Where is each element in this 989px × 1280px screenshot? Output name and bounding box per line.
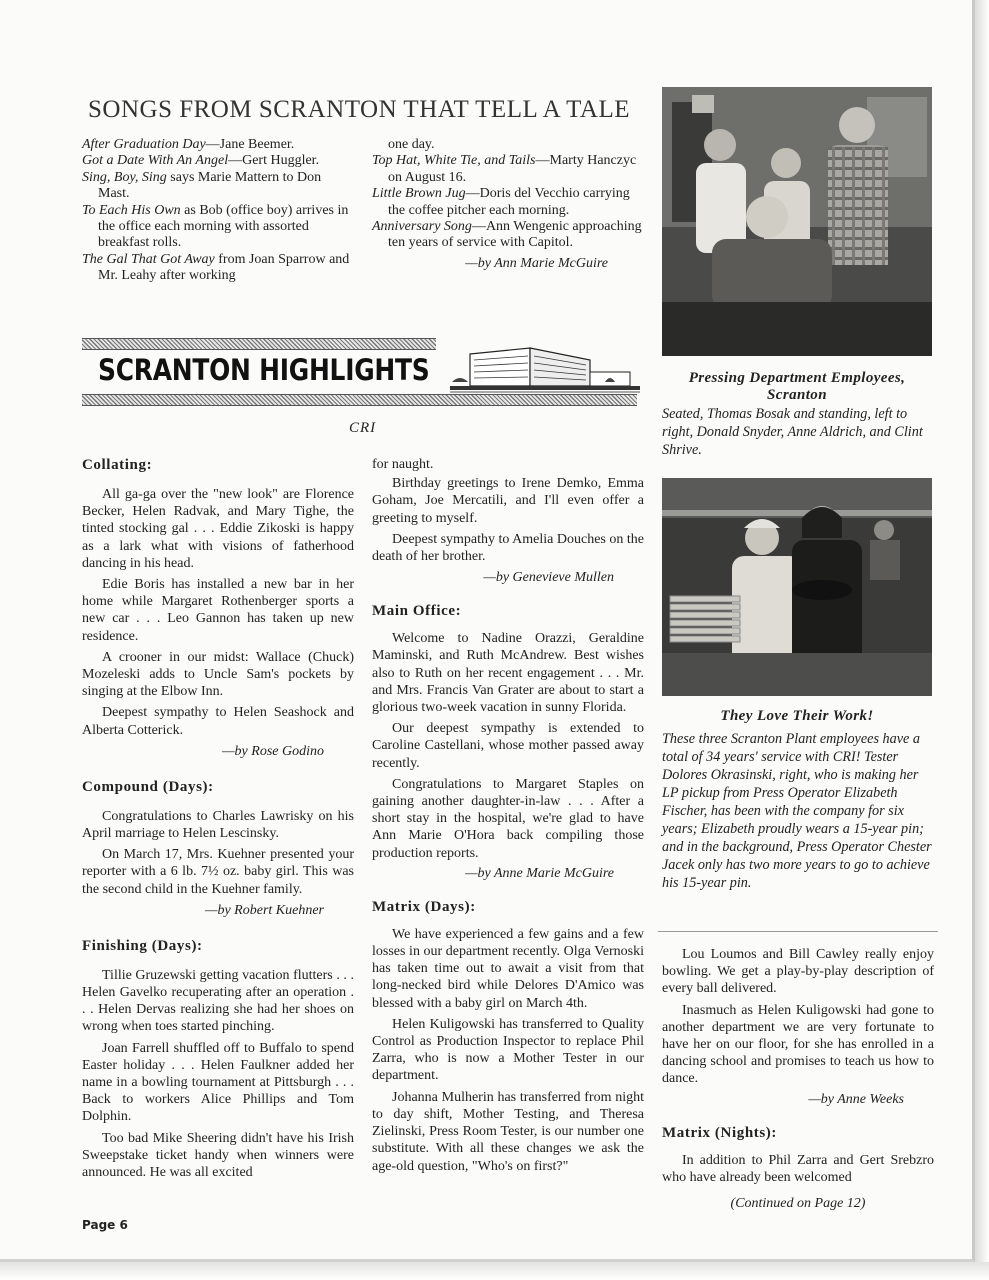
article-paragraph: Inasmuch as Helen Kuligowski had gone to another department we are very fortunate to have her on our floor, for she has enrolled in a dancing school and promises to teach us how to dance. (662, 1002, 934, 1087)
section-heading-matrix-days: Matrix (Days): (372, 898, 476, 915)
section-heading-matrix-nights: Matrix (Nights): (662, 1124, 777, 1141)
banner-subtitle: CRI (349, 420, 377, 436)
article-paragraph: Helen Kuligowski has transferred to Quality Control as Production Inspector to replace Phil Zarra, who is now a Mother Tester in our department. (372, 1016, 644, 1084)
article-paragraph: On March 17, Mrs. Kuehner presented your reporter with a 6 lb. 7½ oz. baby girl. This was the second child in the Kuehner family. (82, 847, 354, 897)
song-continuation: one day. (388, 137, 435, 152)
song-item (82, 170, 354, 203)
article-paragraph: Johanna Mulherin has transferred from night to day shift, Mother Testing, and Theresa Zielinski, Press Room Tester, is our number one substitute. With all these changes we ask the age-old question, "Who's on first?" (372, 1089, 644, 1174)
article-paragraph: All ga-ga over the "new look" are Florence Becker, Helen Radvak, and Mary Tighe, the tinted stocking gal . . . Eddie Zikoski is happy as a lark what with visions of fatherhood dancing in his head. (82, 487, 354, 571)
song-name: Got a Date With An Angel (82, 153, 229, 169)
article-paragraph: Joan Farrell shuffled off to Buffalo to spend Easter holiday . . . Helen Faulkner added her name in a bowling tournament at Pittsburgh . . . Back to workers Alice Phillips and Tom Dolphin. (82, 1040, 354, 1125)
songs-title: SONGS FROM SCRANTON THAT TELL A TALE (88, 96, 631, 123)
song-text: from Joan Sparrow and Mr. Leahy after working (98, 251, 350, 284)
column-left (82, 456, 354, 1181)
article-byline: —by Anne Marie McGuire (465, 865, 614, 881)
song-text: —Jane Beemer. (205, 137, 295, 152)
factory-building-icon (450, 342, 640, 394)
song-text: —Doris del Vecchio carrying the coffee pitcher each morning. (388, 186, 630, 218)
song-name: Little Brown Jug (372, 186, 466, 202)
song-name: Top Hat, White Tie, and Tails (372, 153, 536, 169)
pressing-department-photo (662, 87, 932, 356)
song-item (82, 252, 354, 285)
article-paragraph: Deepest sympathy to Amelia Douches on the death of her brother. (372, 531, 644, 565)
song-text: —Marty Hanczyc on August 16. (388, 153, 637, 185)
press-operators-caption-title: They Love Their Work! (720, 708, 874, 724)
article-paragraph: Edie Boris has installed a new bar in her home while Margaret Rothenberger sports a new car . . . Leo Gannon has taken up new residence. (82, 577, 354, 644)
song-name: The Gal That Got Away (82, 251, 215, 267)
songs-right-column (372, 137, 644, 272)
song-name: After Graduation Day (82, 137, 206, 152)
article-byline: —by Rose Godino (222, 743, 324, 759)
section-heading-collating: Collating: (82, 457, 153, 473)
song-text: as Bob (office boy) arrives in the office each morning with assorted breakfast rolls. (98, 202, 349, 251)
article-paragraph: Deepest sympathy to Helen Seashock and Alberta Cotterick. (82, 705, 354, 738)
song-name: Anniversary Song (372, 219, 472, 235)
article-paragraph: Our deepest sympathy is extended to Caroline Castellani, whose mother passed away recently. (372, 721, 644, 771)
article-paragraph: Congratulations to Margaret Staples on gaining another daughter-in-law . . . After a short stay in the hospital, we're glad to have Ann Marie O'Hora back compiling those production reports. (372, 776, 644, 861)
article-byline: —by Anne Weeks (808, 1091, 904, 1107)
song-name: To Each His Own (82, 202, 181, 218)
section-heading-compound: Compound (Days): (82, 778, 214, 795)
article-byline: —by Robert Kuehner (205, 902, 324, 918)
press-operators-caption: These three Scranton Plant employees have a total of 34 years' service with CRI! Tester Dolores Okrasinski, right, who is making her LP pickup from Press Operator Elizabeth Fischer, has been with the company for six years; Elizabeth proudly wears a 15-year pin; and in the background, Press Operator Chester Jacek only has two more years to go to achieve his 15-year pin. (662, 731, 932, 891)
song-item (82, 137, 354, 153)
column-divider (658, 931, 938, 932)
press-operators-photo-image (662, 478, 932, 696)
song-item (372, 186, 644, 219)
song-item (372, 219, 644, 252)
pressing-photo-caption: Seated, Thomas Bosak and standing, left to right, Donald Snyder, Anne Aldrich, and Clint Shrive. (662, 406, 923, 458)
article-paragraph: Tillie Gruzewski getting vacation flutters . . . Helen Gavelko recuperating after an operation . . . Helen Dervas realizing she had her shoes on wrong when toes started pinching. (82, 967, 354, 1035)
column-middle (372, 456, 644, 1175)
page-edge-shadow (975, 0, 989, 1280)
banner-title: SCRANTON HIGHLIGHTS (98, 353, 430, 387)
article-paragraph: A crooner in our midst: Wallace (Chuck) Mozeleski adds to Uncle Sam's pockets by singing at the Elbow Inn. (82, 649, 354, 700)
building-illustration (450, 342, 640, 394)
article-paragraph: Too bad Mike Sheering didn't have his Irish Sweepstake ticket handy when winners were announced. He was all excited (82, 1130, 354, 1181)
songs-byline: —by Ann Marie McGuire (465, 255, 608, 271)
article-paragraph: Welcome to Nadine Orazzi, Geraldine Maminski, and Ruth McAndrew. Best wishes also to Ruth on her recent engagement . . . Mr. and Mrs. Francis Van Grater are about to start a glorious two-week vacation in sunny Florida. (372, 631, 644, 716)
section-heading-main-office: Main Office: (372, 603, 462, 620)
pressing-photo-caption-title: Pressing Department Employees, Scranton (688, 370, 906, 403)
article-byline: —by Genevieve Mullen (483, 570, 614, 586)
continued-note: (Continued on Page 12) (730, 1196, 866, 1212)
article-paragraph: Birthday greetings to Irene Demko, Emma Goham, Joe Mercatili, and I'll even offer a greeting to myself. (372, 476, 644, 526)
song-text: says Marie Mattern to Don Mast. (98, 169, 322, 202)
article-paragraph: We have experienced a few gains and a few losses in our department recently. Olga Vernoski has taken time out to await a visit from that long-necked bird while Delores D'Amico was blessed with a baby girl on March 4th. (372, 926, 644, 1011)
column-right (662, 946, 934, 1212)
page-bottom-shadow (0, 1262, 989, 1280)
pressing-department-photo-image (662, 87, 932, 356)
song-name: Sing, Boy, Sing (82, 169, 167, 185)
song-item (372, 153, 644, 186)
article-paragraph: Lou Loumos and Bill Cawley really enjoy bowling. We get a play-by-play description of every ball delivered. (662, 947, 934, 997)
press-operators-photo (662, 478, 932, 696)
song-text: —Ann Wengenic approaching ten years of service with Capitol. (388, 219, 642, 251)
article-paragraph: Congratulations to Charles Lawrisky on his April marriage to Helen Lescinsky. (82, 808, 354, 842)
banner-bottom-band (82, 394, 637, 406)
banner-top-band (82, 338, 436, 350)
song-text: —Gert Huggler. (228, 153, 320, 169)
article-paragraph: In addition to Phil Zarra and Gert Srebzro who have already been welcomed (662, 1152, 934, 1185)
section-heading-finishing: Finishing (Days): (82, 937, 203, 954)
song-item (82, 153, 354, 169)
page-number: Page 6 (82, 1218, 128, 1232)
article-paragraph: for naught. (372, 457, 434, 472)
song-item (82, 203, 354, 252)
songs-left-column (82, 137, 354, 285)
